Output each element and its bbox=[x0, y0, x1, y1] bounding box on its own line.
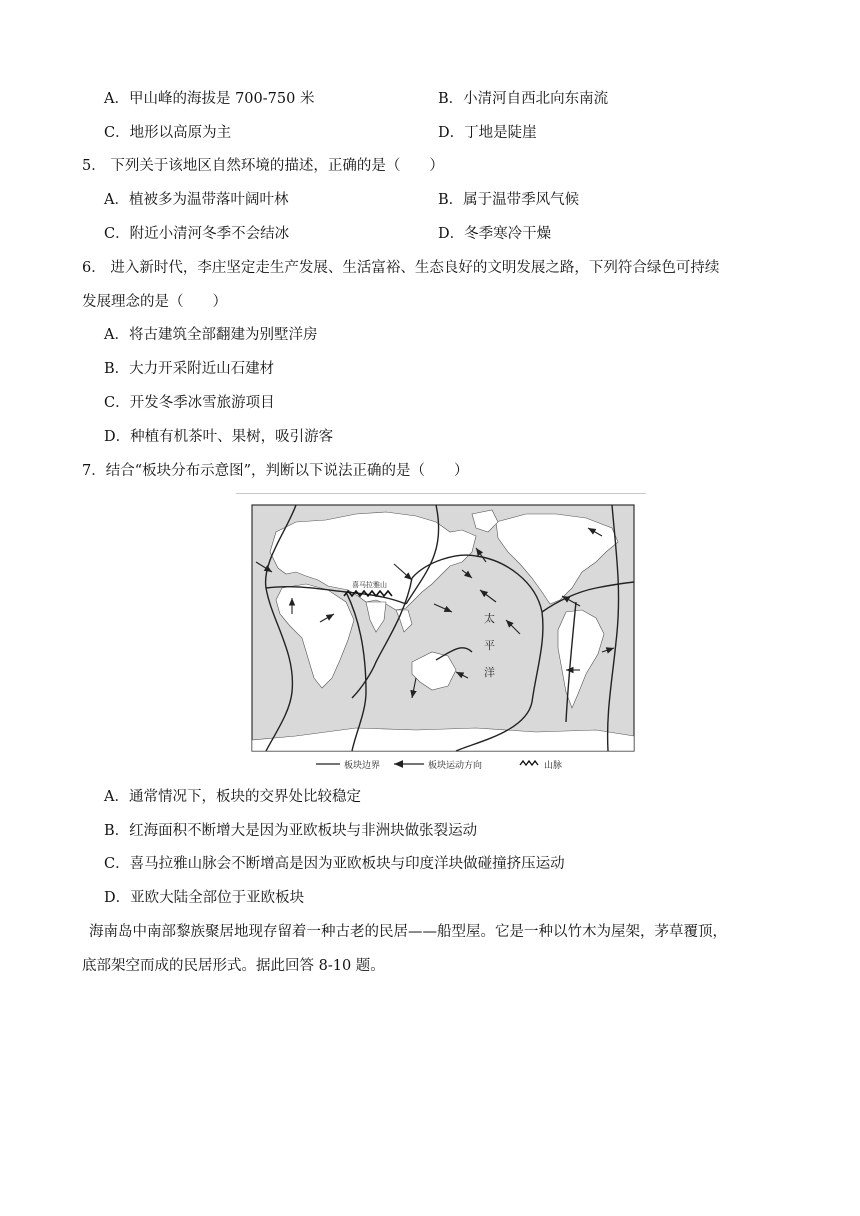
q5-option-d: D．冬季寒冷干燥 bbox=[438, 226, 552, 242]
q7-option-d: D．亚欧大陆全部位于亚欧板块 bbox=[104, 890, 305, 906]
q6-option-a: A．将古建筑全部翻建为别墅洋房 bbox=[104, 327, 318, 343]
pacific-label-2: 平 bbox=[484, 639, 495, 652]
legend-direction-label: 板块运动方向 bbox=[428, 761, 483, 771]
q4-option-a: A．甲山峰的海拔是 700-750 米 bbox=[104, 91, 315, 107]
q6-stem-line2: 发展理念的是（ ） bbox=[82, 294, 227, 310]
q5-option-b: B．属于温带季风气候 bbox=[438, 192, 580, 208]
q4-option-b: B．小清河自西北向东南流 bbox=[438, 91, 609, 107]
passage-line2: 底部架空而成的民居形式。据此回答 8-10 题。 bbox=[82, 958, 385, 974]
q7-option-c: C．喜马拉雅山脉会不断增高是因为亚欧板块与印度洋块做碰撞挤压运动 bbox=[104, 856, 565, 872]
q6-option-c: C．开发冬季冰雪旅游项目 bbox=[104, 395, 275, 411]
q7-option-a: A．通常情况下，板块的交界处比较稳定 bbox=[104, 789, 361, 805]
q4-option-c: C．地形以高原为主 bbox=[104, 125, 232, 141]
himalaya-label: 喜马拉雅山 bbox=[352, 581, 387, 589]
q6-stem-line1: 6． 进入新时代，李庄坚定走生产发展、生活富裕、生态良好的文明发展之路，下列符合绿色可持续 bbox=[82, 260, 720, 276]
q5-option-c: C．附近小清河冬季不会结冰 bbox=[104, 226, 290, 242]
q4-option-d: D．丁地是陡崖 bbox=[438, 125, 537, 141]
legend-mountain-label: 山脉 bbox=[544, 761, 563, 771]
q5-option-a: A．植被多为温带落叶阔叶林 bbox=[104, 192, 289, 208]
map-legend bbox=[316, 759, 562, 771]
pacific-label-1: 太 bbox=[484, 612, 495, 625]
passage-line1: 海南岛中南部黎族聚居地现存留着一种古老的民居——船型屋。它是一种以竹木为屋架，茅草覆顶， bbox=[89, 924, 727, 940]
q7-stem: 7．结合“板块分布示意图”，判断以下说法正确的是（ ） bbox=[82, 463, 469, 479]
q6-option-d: D．种植有机茶叶、果树，吸引游客 bbox=[104, 429, 334, 445]
legend-boundary-label: 板块边界 bbox=[344, 761, 381, 771]
pacific-label-3: 洋 bbox=[484, 666, 495, 679]
q5-stem: 5． 下列关于该地区自然环境的描述，正确的是（ ） bbox=[82, 158, 444, 174]
plate-map-svg bbox=[236, 492, 646, 774]
plate-distribution-map bbox=[236, 492, 646, 774]
q7-option-b: B．红海面积不断增大是因为亚欧板块与非洲块做张裂运动 bbox=[104, 823, 478, 839]
q6-option-b: B．大力开采附近山石建材 bbox=[104, 361, 275, 377]
legend-mountain-icon bbox=[520, 761, 538, 765]
